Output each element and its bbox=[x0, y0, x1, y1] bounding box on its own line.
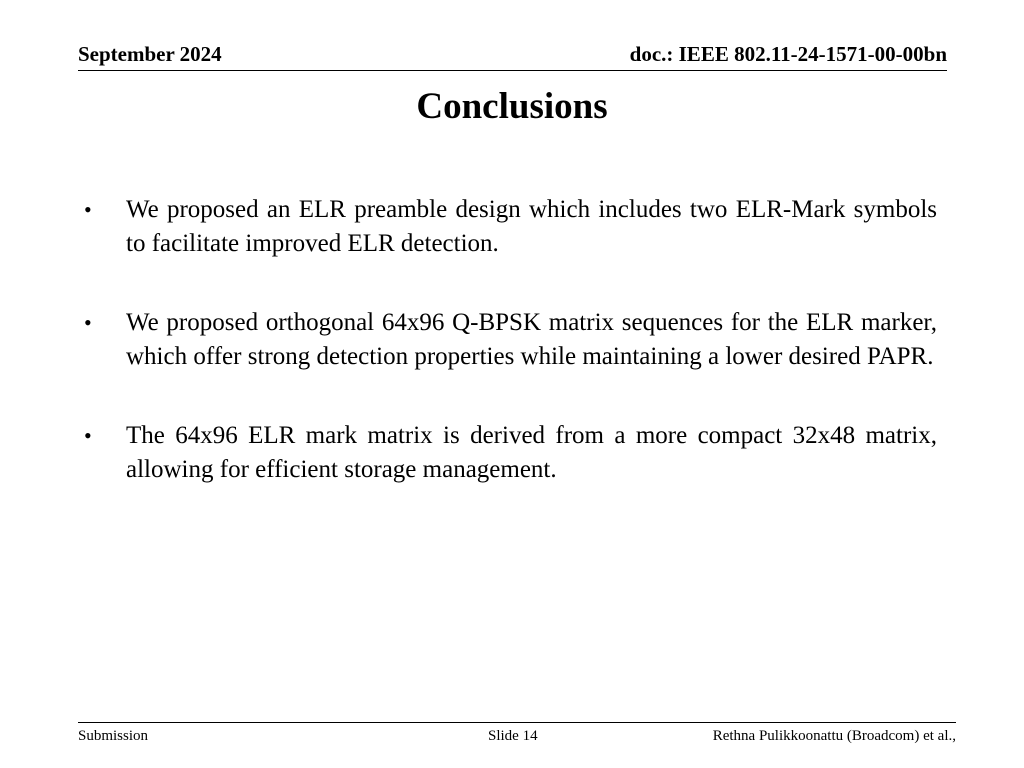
bullet-item bbox=[84, 419, 937, 487]
bullet-text: We proposed an ELR preamble design which includes two ELR-Mark symbols to facilitate improved ELR detection. bbox=[126, 196, 937, 257]
footer-authors: Rethna Pulikkoonattu (Broadcom) et al., bbox=[712, 728, 956, 744]
bullet-item bbox=[84, 193, 937, 261]
header-doc-id: doc.: IEEE 802.11-24-1571-00-00bn bbox=[629, 42, 947, 66]
bullet-item bbox=[84, 306, 937, 374]
footer-slide-number: Slide 14 bbox=[488, 728, 538, 744]
slide-header bbox=[78, 40, 947, 71]
bullet-marker: • bbox=[84, 310, 92, 335]
footer-submission: Submission bbox=[78, 728, 149, 744]
header-date: September 2024 bbox=[78, 42, 222, 66]
bullet-text: The 64x96 ELR mark matrix is derived from a more compact 32x48 matrix, allowing for efficient storage management. bbox=[126, 422, 937, 483]
slide-title: Conclusions bbox=[416, 86, 608, 127]
bullet-list bbox=[84, 193, 937, 532]
bullet-marker: • bbox=[84, 423, 92, 448]
bullet-marker: • bbox=[84, 197, 92, 222]
slide-footer bbox=[78, 722, 956, 753]
bullet-text: We proposed orthogonal 64x96 Q-BPSK matrix sequences for the ELR marker, which offer strong detection properties while maintaining a lower desired PAPR. bbox=[126, 309, 937, 370]
